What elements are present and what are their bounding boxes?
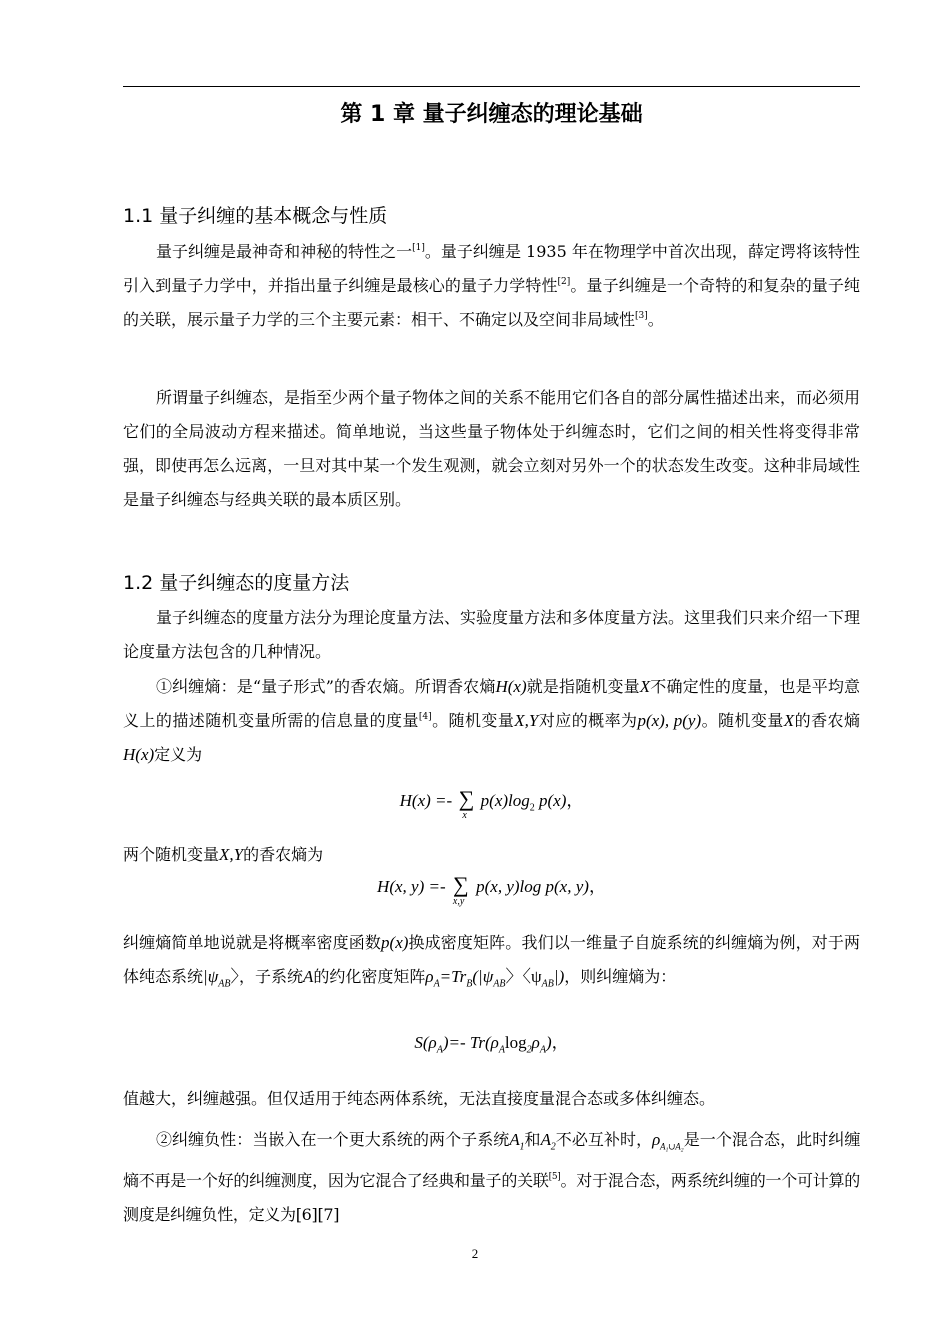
- close: ): [545, 1033, 552, 1052]
- math-inline: X,Y: [514, 711, 539, 730]
- citation-ref: [1]: [412, 243, 425, 253]
- sum-symbol: ∑ x: [458, 786, 475, 821]
- rho: ρ: [652, 1130, 661, 1149]
- text: 的香农熵: [794, 711, 860, 730]
- subscript: A: [433, 978, 440, 990]
- text: ，则纠缠熵为：: [564, 967, 677, 986]
- text: 不必互补时，: [555, 1130, 653, 1149]
- text: 。: [647, 310, 664, 329]
- section-heading-1-1: 1.1 量子纠缠的基本概念与性质: [123, 205, 388, 227]
- math-inline: p(x), p(y): [637, 711, 702, 730]
- sum-symbol: ∑ x,y: [452, 872, 469, 907]
- text: ②纠缠负性：当嵌入在一个更大系统的两个子系统: [156, 1130, 510, 1149]
- text: ，子系统: [238, 967, 303, 986]
- math-inline: H(x): [495, 677, 527, 696]
- sum-subscript: x,y: [452, 896, 465, 907]
- text: ①纠缠熵：是“量子形式”的香农熵。所谓香农熵: [156, 677, 496, 696]
- text: 两个随机变量: [123, 845, 220, 864]
- text: 就是指随机变量: [526, 677, 640, 696]
- text: 的香农熵为: [243, 845, 324, 864]
- ket: |ψ: [203, 967, 219, 986]
- paragraph-intro: [123, 235, 860, 337]
- citation-ref: [5]: [548, 1172, 561, 1183]
- ket-close: 〉: [230, 967, 239, 986]
- eq-tail: ，: [551, 1033, 569, 1052]
- eq-lhs: H(x) =-: [399, 791, 453, 810]
- subscript: A: [498, 1044, 505, 1056]
- math-inline: [203, 967, 239, 990]
- subscript: 1: [519, 1141, 525, 1153]
- text: 的约化密度矩阵: [313, 967, 426, 986]
- paragraph-negativity: [123, 1123, 860, 1232]
- citation-ref: [3]: [635, 311, 648, 321]
- paragraph-entangled-state: 所谓量子纠缠态，是指至少两个量子物体之间的关系不能用它们各自的部分属性描述出来，而必须用它们的全局波动方程来描述。简单地说，当这些量子物体处于纠缠态时，它们之间的相关性将变得非常强，即使再怎么远离，一旦对其中某一个发生观测，就会立刻对另外一个的状态发生改变。这种非局域性是量子纠缠态与经典关联的最本质区别。: [123, 388, 861, 509]
- equation-joint-entropy: [123, 872, 860, 907]
- text: 是一个混合态，此时纠缠熵不再是一个好的纠缠测度，因为它混合了经典和量子的关联: [123, 1130, 861, 1191]
- log-base: 2: [526, 1044, 532, 1056]
- text: 纠缠熵简单地说就是将概率密度函数: [123, 933, 382, 952]
- math-inline: H(x): [123, 745, 155, 764]
- chapter-title: 第 1 章 量子纠缠态的理论基础: [340, 102, 643, 127]
- text: 。对于混合态，两系统纠缠的一个可计算的测度是纠缠负性，定义为[6][7]: [123, 1171, 860, 1225]
- subscript: A: [436, 1044, 443, 1056]
- citation-ref: [2]: [557, 277, 571, 287]
- paragraph-density-matrix: [123, 926, 860, 1001]
- eq-mid: )=- Tr(ρ: [442, 1033, 499, 1052]
- ket: (|ψ: [472, 967, 494, 986]
- math-inline: [652, 1130, 684, 1152]
- log-base: 2: [529, 802, 535, 814]
- text: 不确定性的度量，也是平均意义上的描述随机变量所需的信息量的度量: [123, 677, 860, 730]
- log: log: [504, 1033, 527, 1052]
- eq-rhs: p(x, y)log p(x, y): [476, 877, 589, 896]
- equation-shannon-entropy: [123, 786, 860, 821]
- subscript: A₁∪A₂: [660, 1141, 684, 1152]
- math-inline: A: [302, 967, 314, 986]
- math-inline: [509, 1130, 525, 1153]
- symbol: A: [540, 1130, 551, 1149]
- eq-body: [414, 1033, 552, 1056]
- paragraph-measure-intro: 量子纠缠态的度量方法分为理论度量方法、实验度量方法和多体度量方法。这里我们只来介绍一下理论度量方法包含的几种情况。: [123, 608, 861, 661]
- section-heading-1-2: 1.2 量子纠缠态的度量方法: [123, 572, 350, 594]
- math-inline: X: [639, 677, 651, 696]
- eq-lhs: S(ρ: [414, 1033, 437, 1052]
- math-inline: [540, 1130, 556, 1153]
- text: 定义为: [154, 745, 203, 764]
- subscript: B: [466, 978, 473, 990]
- rho: ρ: [531, 1033, 540, 1052]
- paragraph-entanglement-entropy: [123, 670, 860, 772]
- trace: =Tr: [439, 967, 467, 986]
- text: 。随机变量: [431, 711, 515, 730]
- page-number: 2: [471, 1246, 479, 1261]
- citation-ref: [4]: [418, 712, 432, 722]
- close: |): [553, 967, 565, 986]
- subscript: 2: [550, 1141, 556, 1153]
- text: 换成密度矩阵。我们以一维量子自旋系统的纠缠熵为例，对于两体纯态系统: [123, 933, 860, 986]
- math-inline: X: [783, 711, 795, 730]
- math-inline: [425, 967, 565, 990]
- eq-rhs: p(x): [539, 791, 567, 810]
- subscript: AB: [218, 978, 231, 990]
- subscript: A: [539, 1044, 546, 1056]
- text: 对应的概率为: [538, 711, 638, 730]
- math-inline: p(x): [381, 933, 409, 952]
- paragraph-joint-entropy-intro: [123, 838, 860, 872]
- rho: ρ: [425, 967, 434, 986]
- symbol: A: [509, 1130, 520, 1149]
- bra: 〉〈ψ: [505, 967, 542, 986]
- eq-rhs: p(x)log: [480, 791, 530, 810]
- math-inline: X,Y: [219, 845, 244, 864]
- eq-tail: ，: [566, 791, 584, 810]
- equation-entanglement-entropy: [123, 1028, 860, 1055]
- subscript: AB: [493, 978, 506, 990]
- text: 。随机变量: [701, 711, 784, 730]
- text: 和: [524, 1130, 541, 1149]
- sum-subscript: x: [462, 810, 467, 821]
- text: 。量子纠缠是一个奇特的和复杂的量子纯的关联，展示量子力学的三个主要元素：相干、不确定以及空间非局域性: [123, 276, 860, 329]
- eq-tail: ，: [588, 877, 606, 896]
- subscript: AB: [541, 978, 554, 990]
- eq-lhs: H(x, y) =-: [377, 877, 446, 896]
- header-rule: [123, 86, 860, 87]
- text: 。量子纠缠是 1935 年在物理学中首次出现，薛定谔将该特性引入到量子力学中，并指出量子纠缠是最核心的量子力学特性: [123, 242, 860, 295]
- text: 量子纠缠是最神奇和神秘的特性之一: [156, 242, 413, 261]
- paragraph-entropy-limits: 值越大，纠缠越强。但仅适用于纯态两体系统，无法直接度量混合态或多体纠缠态。: [123, 1089, 716, 1108]
